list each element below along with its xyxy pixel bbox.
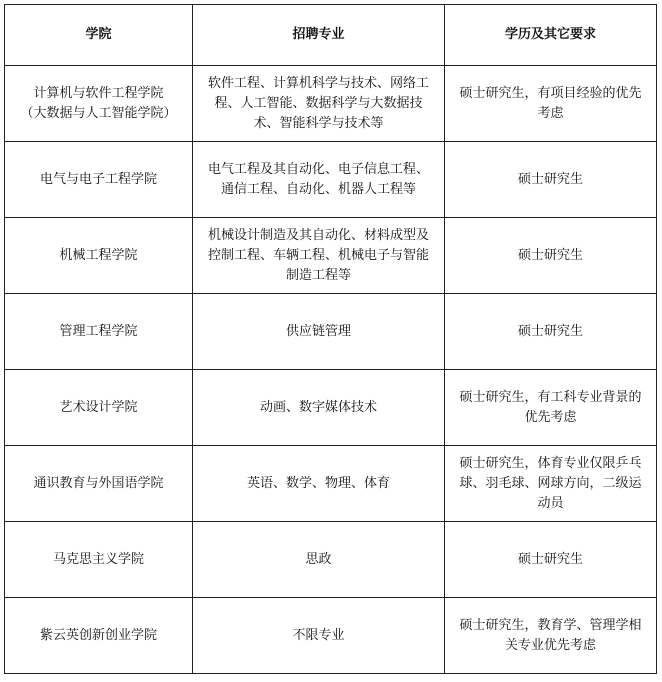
majors-cell [193,66,445,142]
table-row [5,598,657,674]
majors-cell-line: 软件工程、计算机科学与技术、网络工 [207,75,429,91]
college-cell [5,598,193,674]
majors-cell-line: 机械设计制造及其自动化、材料成型及 [207,227,429,243]
majors-cell-line: 英语、数学、物理、体育 [246,475,390,491]
table-body [5,66,657,674]
table-row [5,522,657,598]
college-cell-line: 电气与电子工程学院 [39,171,157,187]
requirements-cell-line: 考虑 [537,105,564,121]
majors-cell-line: 思政 [305,551,332,567]
college-cell [5,522,193,598]
table-row [5,294,657,370]
majors-cell-line: 术、智能科学与技术等 [253,115,384,131]
majors-cell-line: 程、人工智能、数据科学与大数据技 [214,95,423,111]
majors-cell [193,370,445,446]
college-cell [5,294,193,370]
college-cell-line: 管理工程学院 [59,323,138,339]
majors-cell [193,522,445,598]
majors-cell-line: 制造工程等 [285,267,351,283]
table-row [5,142,657,218]
requirements-cell [445,446,657,522]
college-cell-line: 紫云英创新创业学院 [39,627,157,643]
college-cell [5,142,193,218]
college-cell-line: （大数据与人工智能学院） [20,105,177,121]
recruitment-table [4,4,657,674]
college-cell-line: 艺术设计学院 [59,399,138,415]
college-cell-line: 机械工程学院 [59,247,138,263]
majors-cell [193,446,445,522]
college-cell-line: 计算机与软件工程学院 [33,85,164,101]
college-cell [5,218,193,294]
requirements-cell-line: 优先考虑 [524,409,577,425]
majors-cell [193,218,445,294]
requirements-cell [445,370,657,446]
table-header-row [5,5,657,66]
requirements-cell-line: 硕士研究生 [517,551,583,567]
requirements-cell-line: 硕士研究生 [517,323,583,339]
majors-cell [193,294,445,370]
header-college: 学院 [5,5,193,66]
header-requirements: 学历及其它要求 [445,5,657,66]
majors-cell [193,142,445,218]
requirements-cell [445,294,657,370]
requirements-cell-line: 球、羽毛球、网球方向，二级运 [459,475,642,491]
requirements-cell [445,598,657,674]
requirements-cell-line: 硕士研究生 [517,171,583,187]
requirements-cell-line: 关专业优先考虑 [504,637,596,653]
majors-cell-line: 电气工程及其自动化、电子信息工程、 [207,161,429,177]
header-majors: 招聘专业 [193,5,445,66]
requirements-cell [445,218,657,294]
requirements-cell-line: 硕士研究生，体育专业仅限乒乓 [459,455,642,471]
requirements-cell-line: 硕士研究生，有项目经验的优先 [459,85,642,101]
college-cell-line: 马克思主义学院 [52,551,144,567]
requirements-cell-line: 硕士研究生，教育学、管理学相 [459,617,642,633]
requirements-cell [445,66,657,142]
majors-cell-line: 控制工程、车辆工程、机械电子与智能 [207,247,429,263]
college-cell [5,370,193,446]
requirements-cell-line: 硕士研究生，有工科专业背景的 [459,389,642,405]
college-cell [5,66,193,142]
majors-cell-line: 动画、数字媒体技术 [259,399,377,415]
table-row [5,66,657,142]
requirements-cell-line: 动员 [537,495,564,511]
table-row [5,446,657,522]
table-row [5,218,657,294]
majors-cell-line: 通信工程、自动化、机器人工程等 [220,181,416,197]
requirements-cell [445,522,657,598]
majors-cell [193,598,445,674]
college-cell [5,446,193,522]
majors-cell-line: 不限专业 [292,627,345,643]
majors-cell-line: 供应链管理 [285,323,351,339]
college-cell-line: 通识教育与外国语学院 [33,475,164,491]
table-row [5,370,657,446]
requirements-cell-line: 硕士研究生 [517,247,583,263]
requirements-cell [445,142,657,218]
